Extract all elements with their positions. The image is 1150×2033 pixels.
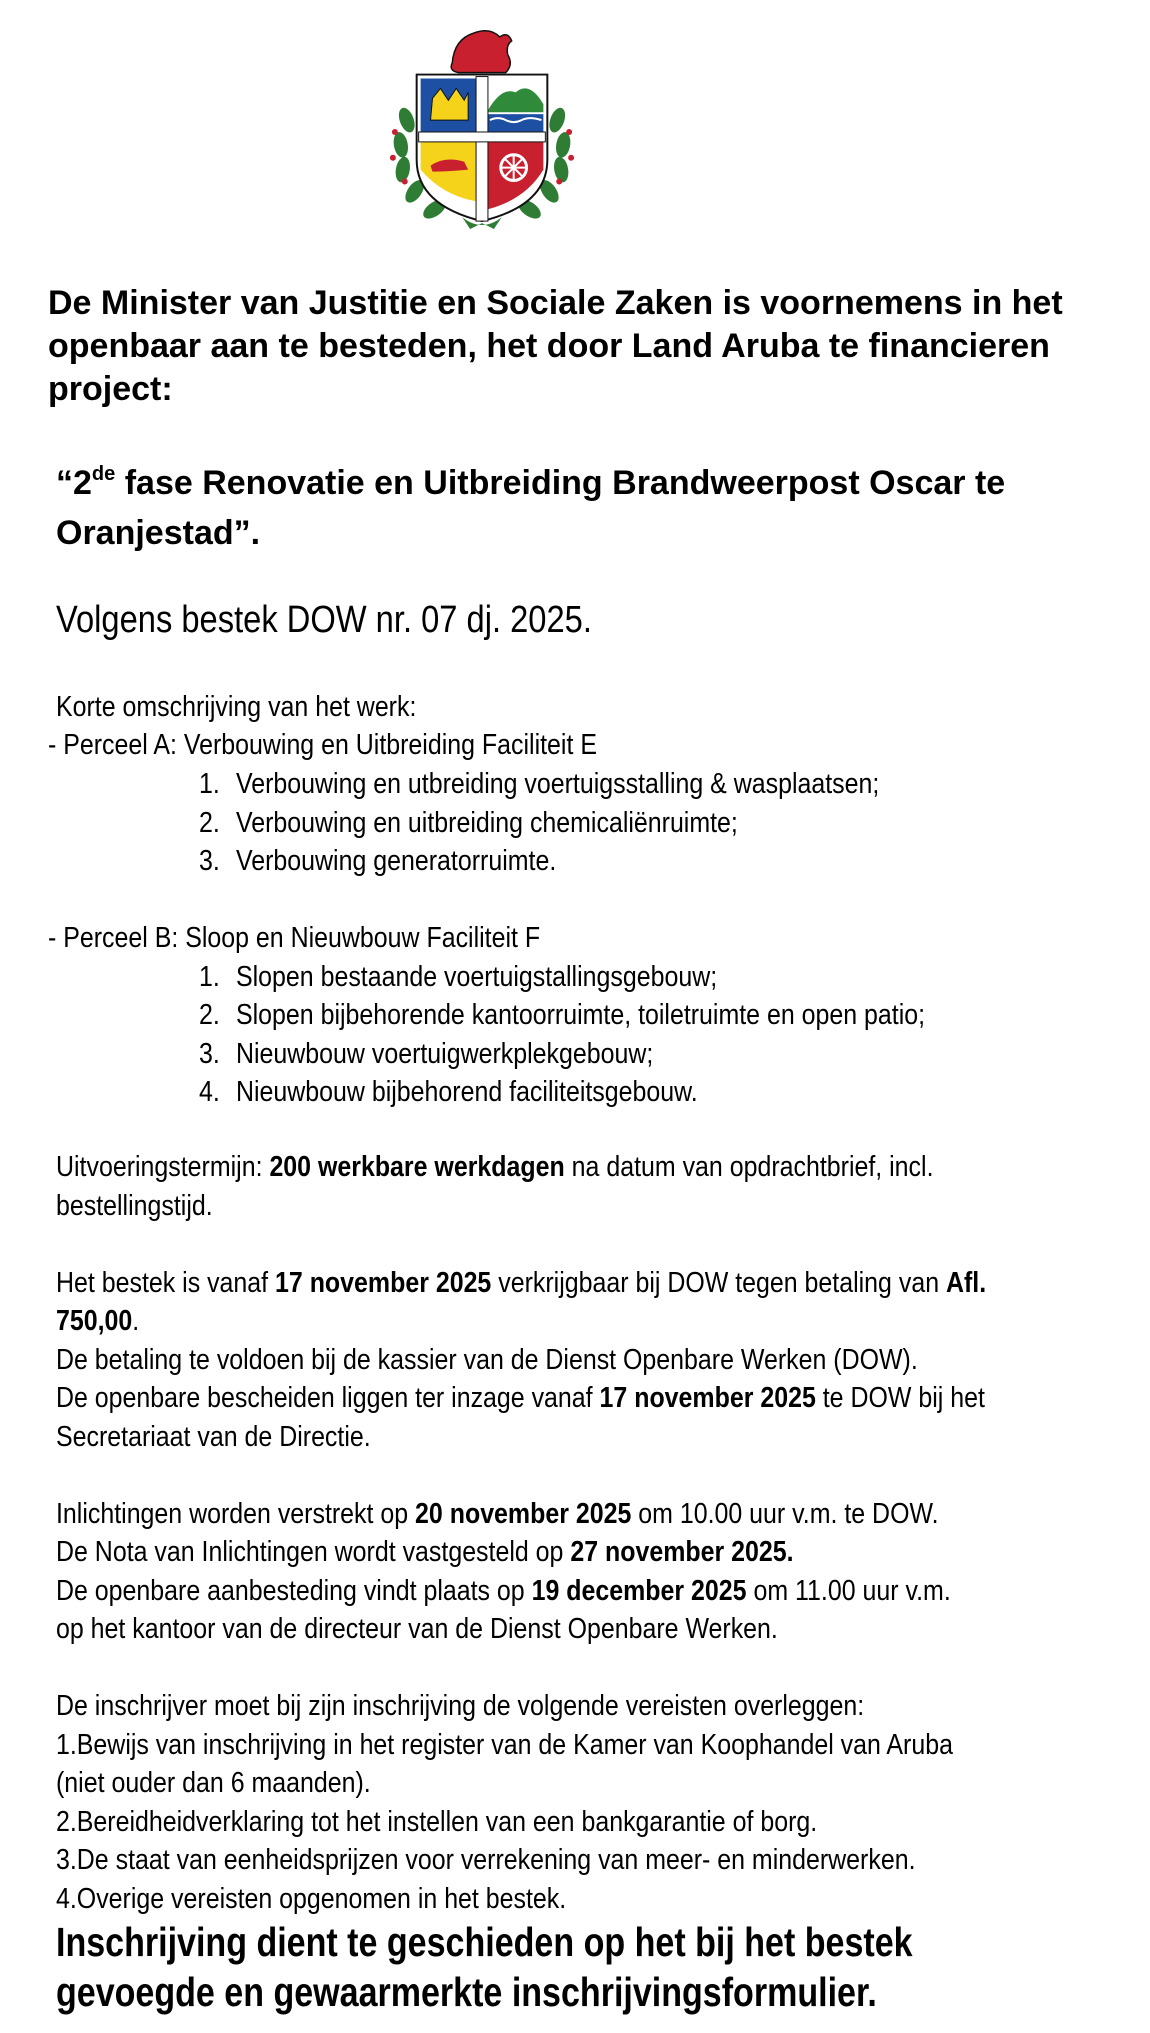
requirements-heading: De inschrijver moet bij zijn inschrijving de volgende vereisten overleggen: <box>56 1690 865 1722</box>
list-item: Verbouwing generatorruimte. <box>236 845 557 877</box>
final-notice <box>56 1917 913 2017</box>
list-item: Slopen bijbehorende kantoorruimte, toiletruimte en open patio; <box>236 999 926 1031</box>
list-item-number: 2. <box>199 999 220 1031</box>
parcel-a-title: - Perceel A: Verbouwing en Uitbreiding Faciliteit E <box>48 729 597 761</box>
requirement-item-cont: (niet ouder dan 6 maanden). <box>56 1767 371 1799</box>
list-item: Slopen bestaande voertuigstallingsgebouw; <box>236 961 718 993</box>
requirement-item: 2.Bereidheidverklaring tot het instellen van een bankgarantie of borg. <box>56 1806 818 1838</box>
tender-line: De openbare aanbesteding vindt plaats op 19 december 2025 om 11.00 uur v.m. <box>56 1575 951 1607</box>
requirement-item: 4.Overige vereisten opgenomen in het bestek. <box>56 1883 567 1915</box>
parcel-b-title: - Perceel B: Sloop en Nieuwbouw Faciliteit F <box>48 922 541 954</box>
list-item-number: 1. <box>199 768 220 800</box>
intro-paragraph: De Minister van Justitie en Sociale Zaken is voornemens in het openbaar aan te besteden, het door Land Aruba te financieren project: <box>48 284 1063 408</box>
list-item-number: 3. <box>199 1038 220 1070</box>
project-title: “2de fase Renovatie en Uitbreiding Brandweerpost Oscar te Oranjestad”. <box>56 463 1006 552</box>
term-line: Uitvoeringstermijn: 200 werkbare werkdagen na datum van opdrachtbrief, incl. <box>56 1151 934 1183</box>
description-heading: Korte omschrijving van het werk: <box>56 691 417 723</box>
list-item: Verbouwing en uitbreiding chemicaliënruimte; <box>236 807 738 839</box>
inspection-line: De openbare bescheiden liggen ter inzage vanaf 17 november 2025 te DOW bij het <box>56 1382 985 1414</box>
list-item: Verbouwing en utbreiding voertuigsstalling & wasplaatsen; <box>236 768 880 800</box>
list-item-number: 3. <box>199 845 220 877</box>
list-item: Nieuwbouw bijbehorend faciliteitsgebouw. <box>236 1076 698 1108</box>
coat-of-arms-logo <box>383 20 581 242</box>
list-item: Nieuwbouw voertuigwerkplekgebouw; <box>236 1038 654 1070</box>
tender-line-2: op het kantoor van de directeur van de Dienst Openbare Werken. <box>56 1613 778 1645</box>
term-line-2: bestellingstijd. <box>56 1190 213 1222</box>
requirement-item: 1.Bewijs van inschrijving in het register van de Kamer van Koophandel van Aruba <box>56 1729 953 1761</box>
project-title-superscript: de <box>91 463 116 485</box>
final-notice-line: gevoegde en gewaarmerkte inschrijvingsformulier. <box>56 1969 877 2015</box>
final-notice-line: Inschrijving dient te geschieden op het bij het bestek <box>56 1919 913 1965</box>
list-item-number: 2. <box>199 807 220 839</box>
nota-line: De Nota van Inlichtingen wordt vastgesteld op 27 november 2025. <box>56 1536 794 1568</box>
payment-line: De betaling te voldoen bij de kassier van de Dienst Openbare Werken (DOW). <box>56 1344 918 1376</box>
list-item-number: 4. <box>199 1076 220 1108</box>
requirement-item: 3.De staat van eenheidsprijzen voor verrekening van meer- en minderwerken. <box>56 1844 916 1876</box>
availability-amount: 750,00. <box>56 1305 140 1337</box>
info-line: Inlichtingen worden verstrekt op 20 november 2025 om 10.00 uur v.m. te DOW. <box>56 1498 939 1530</box>
availability-line: Het bestek is vanaf 17 november 2025 verkrijgbaar bij DOW tegen betaling van Afl. <box>56 1267 987 1299</box>
inspection-line-2: Secretariaat van de Directie. <box>56 1421 371 1453</box>
list-item-number: 1. <box>199 961 220 993</box>
spec-number: Volgens bestek DOW nr. 07 dj. 2025. <box>56 599 592 641</box>
